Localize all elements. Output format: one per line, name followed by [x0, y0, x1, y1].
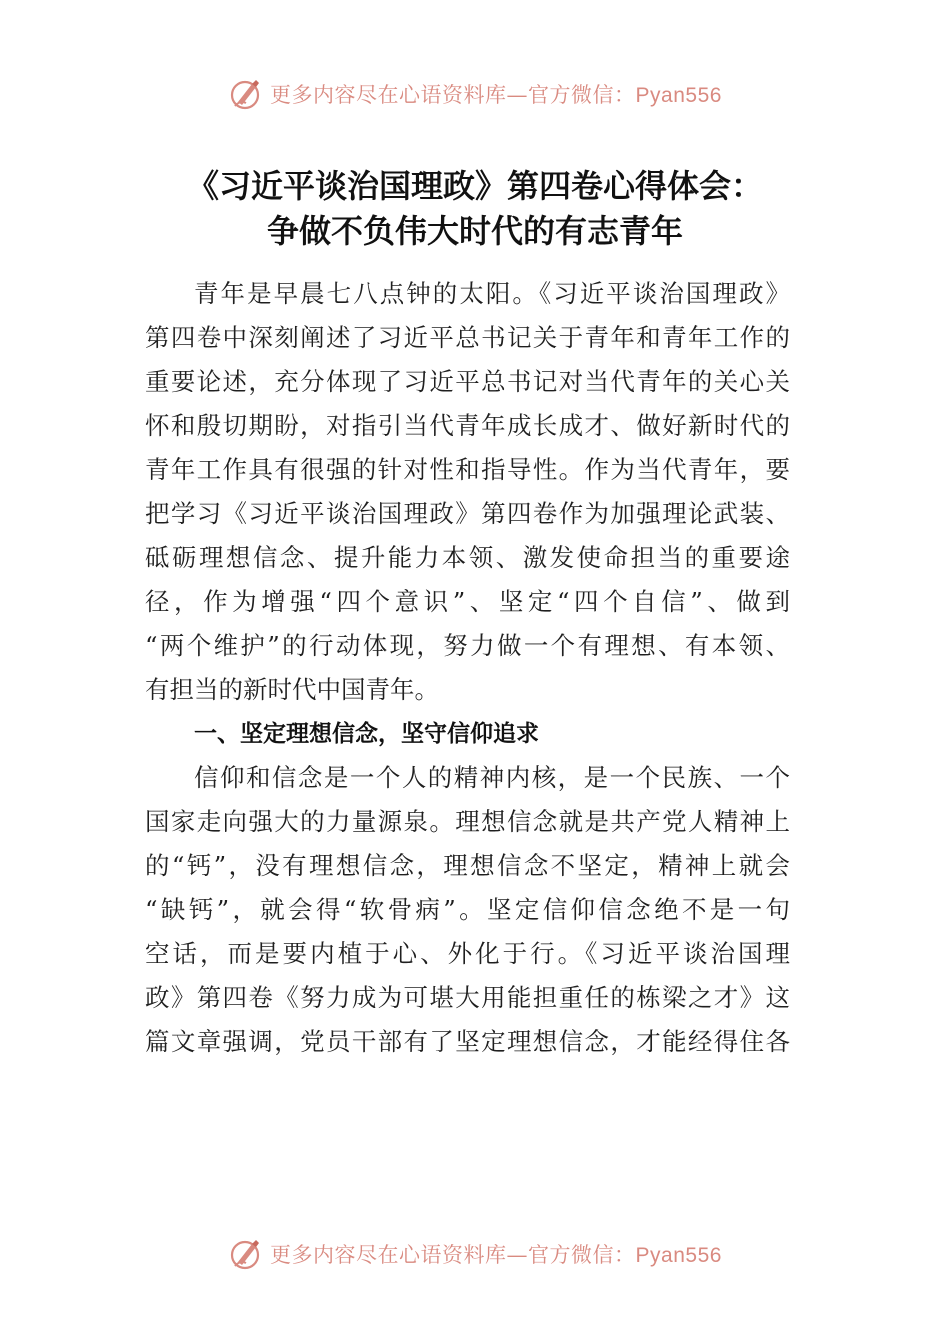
paragraph-1-line: 有担当的新时代中国青年。: [145, 675, 439, 704]
paragraph-2-line: 政》第四卷《努力成为可堪大用能担重任的栋梁之才》这: [145, 983, 790, 1012]
paragraph-1-line: 怀和殷切期盼，对指引当代青年成长成才、做好新时代的: [145, 411, 790, 440]
watermark-wechat-id: Pyan556: [635, 1244, 722, 1267]
paragraph-1-line: 径，作为增强“四个意识”、坚定“四个自信”、做到: [145, 587, 790, 616]
watermark-header: [0, 72, 950, 116]
paragraph-2-line: 国家走向强大的力量源泉。理想信念就是共产党人精神上: [145, 807, 790, 836]
paragraph-2-line: 的“钙”，没有理想信念，理想信念不坚定，精神上就会: [145, 851, 790, 880]
watermark-text: 更多内容尽在心语资料库—官方微信：Pyan556: [270, 83, 722, 107]
paragraph-1-line: 重要论述，充分体现了习近平总书记对当代青年的关心关: [145, 367, 790, 396]
paragraph-1-line: 把学习《习近平谈治国理政》第四卷作为加强理论武装、: [145, 499, 790, 528]
paragraph-2-line: 篇文章强调，党员干部有了坚定理想信念，才能经得住各: [145, 1027, 790, 1056]
watermark-footer: [0, 1232, 950, 1276]
paragraph-1-line: 第四卷中深刻阐述了习近平总书记关于青年和青年工作的: [145, 323, 790, 352]
paragraph-1-line: 砥砺理想信念、提升能力本领、激发使命担当的重要途: [145, 543, 790, 572]
paragraph-2-line: 空话，而是要内植于心、外化于行。《习近平谈治国理: [145, 939, 790, 968]
paragraph-1-line: 青年是早晨七八点钟的太阳。《习近平谈治国理政》: [194, 279, 790, 308]
watermark-wechat-id: Pyan556: [635, 84, 722, 107]
section-heading-1: 一、坚定理想信念，坚守信仰追求: [194, 721, 539, 747]
document-title-line-1: 《习近平谈治国理政》第四卷心得体会：: [186, 167, 763, 205]
watermark-text: 更多内容尽在心语资料库—官方微信：Pyan556: [270, 1243, 722, 1267]
paragraph-1-line: “两个维护”的行动体现，努力做一个有理想、有本领、: [145, 631, 790, 660]
paragraph-1-line: 青年工作具有很强的针对性和指导性。作为当代青年，要: [145, 455, 790, 484]
document-body: [145, 272, 790, 1064]
pen-logo-icon: [228, 76, 264, 112]
pen-logo-icon: [228, 1236, 264, 1272]
paragraph-2-line: “缺钙”，就会得“软骨病”。坚定信仰信念绝不是一句: [145, 895, 790, 924]
document-title-line-2: 争做不负伟大时代的有志青年: [266, 212, 683, 250]
paragraph-2-line: 信仰和信念是一个人的精神内核，是一个民族、一个: [194, 763, 790, 792]
